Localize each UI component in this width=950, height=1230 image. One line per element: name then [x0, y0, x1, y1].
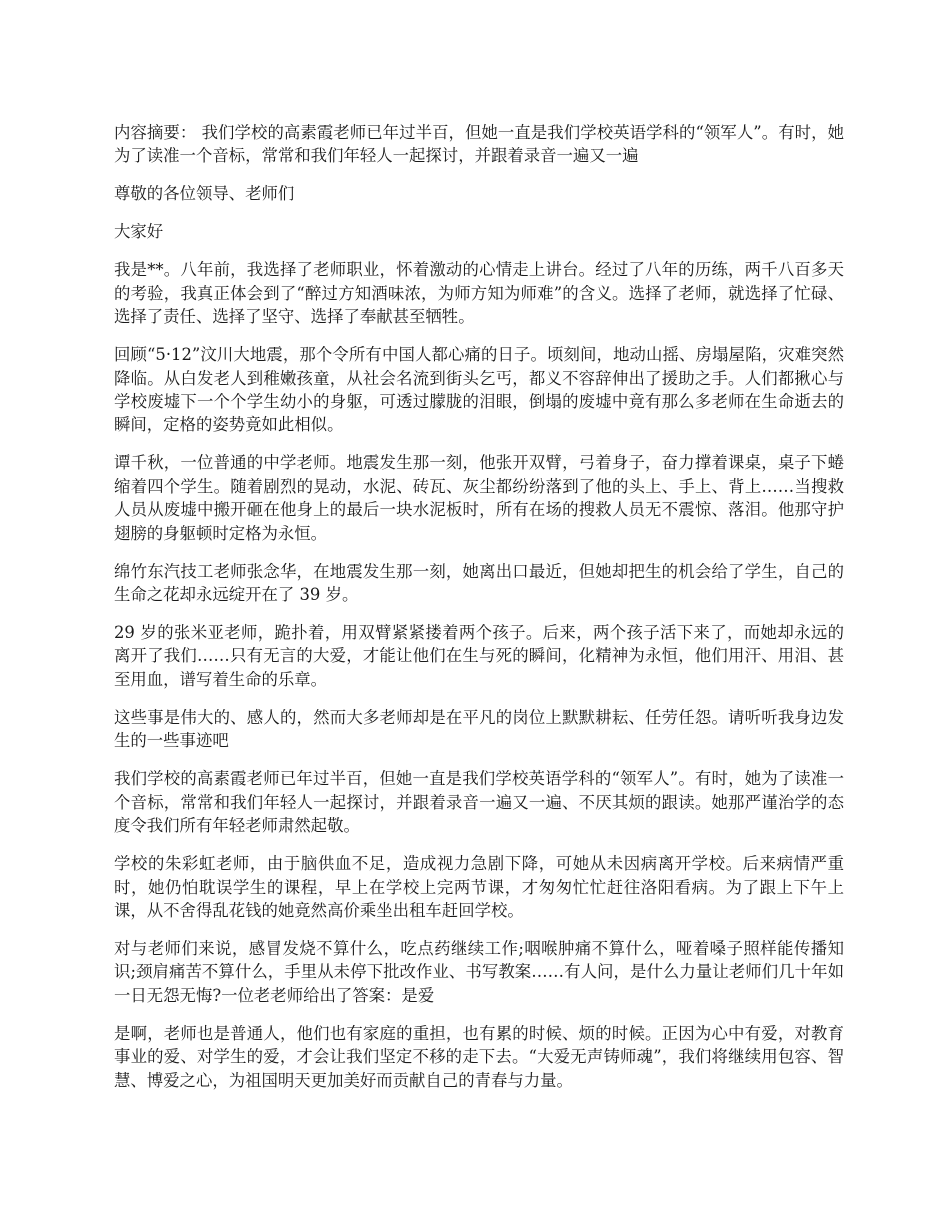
- body-paragraph: 谭千秋，一位普通的中学老师。地震发生那一刻，他张开双臂，弓着身子，奋力撑着课桌，桌子下蜷缩着四个学生。随着剧烈的晃动，水泥、砖瓦、灰尘都纷纷落到了他的头上、手上、背上……当搜救人员从废墟中搬开砸在他身上的最后一块水泥板时，所有在场的搜救人员无不震惊、落泪。他那守护翅膀的身躯顿时定格为永恒。: [114, 453, 844, 543]
- body-paragraph: 我们学校的高素霞老师已年过半百，但她一直是我们学校英语学科的“领军人”。有时，她为了读准一个音标，常常和我们年轻人一起探讨，并跟着录音一遍又一遍、不厌其烦的跟读。她那严谨治学的态度令我们所有年轻老师肃然起敬。: [114, 769, 844, 836]
- greeting: 大家好: [114, 222, 164, 242]
- salutation: 尊敬的各位领导、老师们: [114, 184, 295, 204]
- body-paragraph: 是啊，老师也是普通人，他们也有家庭的重担，也有累的时候、烦的时候。正因为心中有爱，对教育事业的爱、对学生的爱，才会让我们坚定不移的走下去。“大爱无声铸师魂”，我们将继续用包容、智慧、博爱之心，为祖国明天更加美好而贡献自己的青春与力量。: [114, 1023, 844, 1090]
- body-paragraph: 学校的朱彩虹老师，由于脑供血不足，造成视力急剧下降，可她从未因病离开学校。后来病情严重时，她仍怕耽误学生的课程，早上在学校上完两节课，才匆匆忙忙赶往洛阳看病。为了跟上下午上课，从不舍得乱花钱的她竟然高价乘坐出租车赶回学校。: [114, 854, 844, 920]
- body-paragraph: 29 岁的张米亚老师，跪扑着，用双臂紧紧搂着两个孩子。后来，两个孩子活下来了，而她却永远的离开了我们……只有无言的大爱，才能让他们在生与死的瞬间，化精神为永恒，他们用汗、用泪、甚至用血，谱写着生命的乐章。: [114, 623, 844, 689]
- body-paragraph: 对与老师们来说，感冒发烧不算什么，吃点药继续工作;咽喉肿痛不算什么，哑着嗓子照样能传播知识;颈肩痛苦不算什么，手里从未停下批改作业、书写教案……有人问，是什么力量让老师们几十年如一日无怨无悔?一位老老师给出了答案：是爱: [114, 938, 844, 1005]
- body-paragraph: 绵竹东汽技工老师张念华，在地震发生那一刻，她离出口最近，但她却把生的机会给了学生，自己的生命之花却永远绽开在了 39 岁。: [114, 561, 844, 605]
- document-body: [114, 121, 844, 1107]
- body-paragraph: 回顾“5·12”汶川大地震，那个令所有中国人都心痛的日子。顷刻间，地动山摇、房塌屋陷，灾难突然降临。从白发老人到稚嫩孩童，从社会名流到街头乞丐，都义不容辞伸出了援助之手。人们都揪心与学校废墟下一个个学生幼小的身躯，可透过朦胧的泪眼，倒塌的废墟中竟有那么多老师在生命逝去的瞬间，定格的姿势竟如此相似。: [114, 345, 844, 435]
- abstract-paragraph: 内容摘要： 我们学校的高素霞老师已年过半百，但她一直是我们学校英语学科的“领军人”。有时，她为了读准一个音标，常常和我们年轻人一起探讨，并跟着录音一遍又一遍: [114, 123, 844, 166]
- body-paragraph: 我是**。八年前，我选择了老师职业，怀着激动的心情走上讲台。经过了八年的历练，两千八百多天的考验，我真正体会到了“醉过方知酒味浓，为师方知为师难”的含义。选择了老师，就选择了忙碌、选择了责任、选择了坚守、选择了奉献甚至牺牲。: [114, 260, 844, 327]
- body-paragraph: 这些事是伟大的、感人的，然而大多老师却是在平凡的岗位上默默耕耘、任劳任怨。请听听我身边发生的一些事迹吧: [114, 707, 844, 751]
